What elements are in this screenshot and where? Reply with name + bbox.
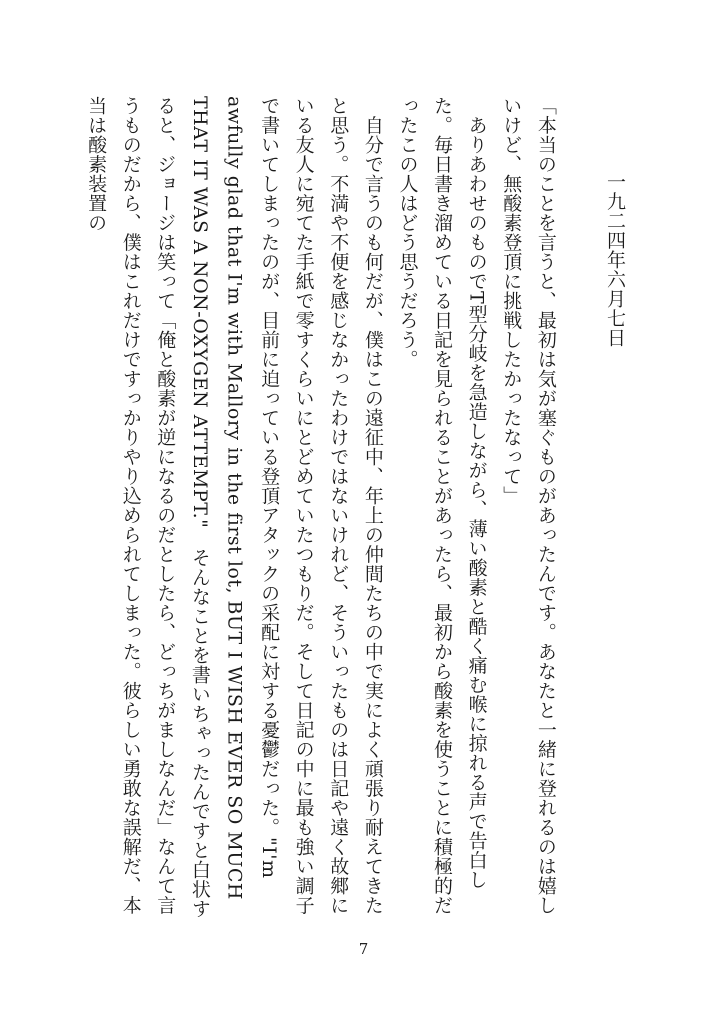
blank-line <box>563 96 598 926</box>
paragraph-2: ありあわせのものでT型分岐を急造しながら、薄い酸素と酷く痛む喉に掠れる声で告白した。毎日書き溜めている日記を見られることがあったら、最初から酸素を使うことに積極的だったこの人はどう思うだろう。 <box>396 96 488 915</box>
page-number: 7 <box>358 940 369 958</box>
paragraph-3: 自分で言うのも何だが、僕はこの遠征中、年上の仲間たちの中で実によく頑張り耐えてきたと思う。不満や不便を感じなかったわけではないけれど、そういったものは日記や遠く故郷にいる友人に宛てた手紙で零すくらいにとどめていたつもりだ。そして日記の中に最も強い調子で書いてしまったのが、目前に迫っている登頂アタックの采配に対する憂鬱だった。"I'm awfully glad that I'm with Mallory in the first lot, BUT I WISH EVER SO MUCH THAT IT WAS A NON-OXYGEN ATTEMPT." そんなことを書いちゃったんですと白状すると、ジョージは笑って「俺と酸素が逆になるのだとしたら、どっちがましなんだ」なんて言うものだから、僕はこれだけですっかりやり込められてしまった。彼らしい勇敢な誤解だ、本当は酸素装置の <box>85 96 384 919</box>
date-heading: 一九二四年六月七日 <box>604 172 626 348</box>
vertical-text-body <box>72 96 632 926</box>
paragraph-1: 「本当のことを言うと、最初は気が塞ぐものがあったんです。あなたと一緒に登れるのは嬉しいけど、無酸素登頂に挑戦したかったなって」 <box>500 96 557 915</box>
